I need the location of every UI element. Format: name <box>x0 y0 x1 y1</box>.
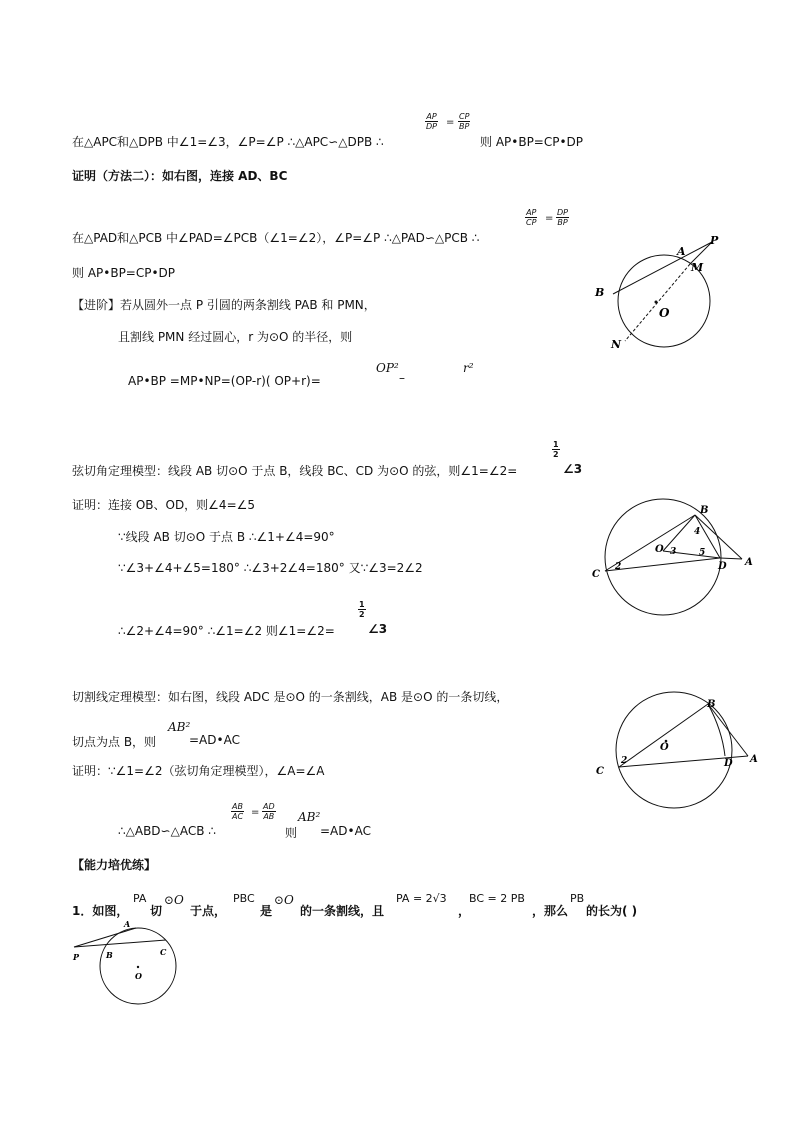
figure-secant-secant <box>585 228 730 358</box>
fraction-one-half: $\frac{1}{2}$ <box>359 600 365 619</box>
label-m: M <box>691 261 704 274</box>
label-o: O <box>135 971 142 981</box>
label-o: O <box>655 544 664 555</box>
figure-question-1 <box>66 918 186 1008</box>
ab-squared: AB² <box>168 720 191 734</box>
q1-pa: PA <box>133 892 147 905</box>
label-c: C <box>160 947 167 957</box>
text-line-15: 证明：∵∠1=∠2（弦切角定理模型），∠A=∠A <box>72 764 325 778</box>
label-d: D <box>724 758 733 769</box>
label-o: O <box>659 306 670 320</box>
text-line-14: 切点为点 B，则 <box>72 735 157 749</box>
angle-label-3: 3 <box>670 547 677 557</box>
r-squared: r² <box>463 361 474 375</box>
q1-circle-o: ⊙O <box>274 893 294 907</box>
text-line-7: AP•BP =MP•NP=(OP-r)( OP+r)= <box>128 374 321 388</box>
label-a: A <box>750 754 758 765</box>
angle-3: ∠3 <box>368 622 388 636</box>
label-b: B <box>106 950 113 960</box>
text-line-9: 证明：连接 OB、OD，则∠4=∠5 <box>72 498 256 512</box>
q1-text: ， <box>458 904 471 918</box>
label-p: P <box>73 952 80 962</box>
angle-label-2: 2 <box>615 562 622 572</box>
label-a: A <box>745 557 753 568</box>
angle-3: ∠3 <box>563 462 583 476</box>
figure-tangent-secant <box>590 690 765 815</box>
label-c: C <box>592 569 600 580</box>
q1-pb: PB <box>570 892 585 905</box>
q1-bc-equation: BC = 2 PB <box>469 892 525 905</box>
label-a: A <box>124 919 131 929</box>
text-line-16-end: =AD•AC <box>320 824 371 838</box>
minus-sign: – <box>399 371 405 385</box>
advanced-heading: 【进阶】若从圆外一点 P 引圆的两条割线 PAB 和 PMN， <box>72 298 376 312</box>
label-d: D <box>718 561 727 572</box>
q1-pa-equation: PA = 2√3 <box>396 892 447 905</box>
equals-sign: = <box>446 117 455 128</box>
tangent-secant-statement: 切割线定理模型：如右图，线段 ADC 是⊙O 的一条割线，AB 是⊙O 的一条切线， <box>72 690 509 704</box>
figure-tangent-chord <box>585 495 760 620</box>
angle-label-4: 4 <box>694 527 701 537</box>
q1-pbc: PBC <box>233 892 255 905</box>
text-line-6: 且割线 PMN 经过圆心，r 为⊙O 的半径，则 <box>118 330 353 344</box>
q1-text: 于点， <box>190 904 227 918</box>
equals-sign: = <box>545 213 554 224</box>
label-o: O <box>660 742 669 753</box>
label-b: B <box>700 505 709 516</box>
label-b: B <box>707 699 716 710</box>
label-b: B <box>595 286 605 299</box>
op-squared: OP² <box>376 361 399 375</box>
text-line-14-end: =AD•AC <box>189 733 240 747</box>
q1-number: 1．如图， <box>72 904 129 918</box>
angle-label-2: 2 <box>621 756 628 766</box>
ab-squared: AB² <box>298 810 321 824</box>
label-p: P <box>710 234 719 247</box>
label-c: C <box>596 766 604 777</box>
text-line-10: ∵线段 AB 切⊙O 于点 B ∴∠1+∠4=90° <box>118 530 335 544</box>
q1-text: 切 <box>150 904 163 918</box>
then-word: 则 <box>285 826 298 840</box>
angle-label-5: 5 <box>699 548 706 558</box>
fraction-cp-bp: $\frac{CP}{BP}$ <box>459 112 470 131</box>
label-n: N <box>611 338 622 351</box>
fraction-one-half: $\frac{1}{2}$ <box>553 440 559 459</box>
fraction-ap-cp: $\frac{AP}{CP}$ <box>526 208 537 227</box>
q1-circle-o: ⊙O <box>164 893 184 907</box>
text-line-1-end: 则 AP•BP=CP•DP <box>480 135 584 149</box>
text-line-1: 在△APC和△DPB 中∠1=∠3，∠P=∠P ∴△APC∽△DPB ∴ <box>72 135 384 149</box>
equals-sign: = <box>251 807 260 818</box>
practice-heading: 【能力培优练】 <box>72 858 157 872</box>
label-a: A <box>677 245 686 258</box>
tangent-chord-statement: 弦切角定理模型：线段 AB 切⊙O 于点 B，线段 BC、CD 为⊙O 的弦，则∠1=∠2= <box>72 464 518 478</box>
q1-text: 的长为( ) <box>586 904 638 918</box>
text-line-4: 则 AP•BP=CP•DP <box>72 266 176 280</box>
q1-text: ，那么 <box>532 904 569 918</box>
text-line-11: ∵∠3+∠4+∠5=180° ∴∠3+2∠4=180° 又∵∠3=2∠2 <box>118 561 423 575</box>
fraction-dp-bp: $\frac{DP}{BP}$ <box>557 208 568 227</box>
text-line-16: ∴△ABD∽△ACB ∴ <box>118 824 216 838</box>
text-line-12: ∴∠2+∠4=90° ∴∠1=∠2 则∠1=∠2= <box>118 624 335 638</box>
q1-text: 的一条割线，且 <box>300 904 385 918</box>
text-line-3: 在△PAD和△PCB 中∠PAD=∠PCB（∠1=∠2），∠P=∠P ∴△PAD∽△PCB ∴ <box>72 231 480 245</box>
q1-text: 是 <box>260 904 273 918</box>
proof-method-two: 证明（方法二）：如右图，连接 AD、BC <box>72 169 288 183</box>
fraction-ab-ac: $\frac{AB}{AC}$ <box>232 802 244 821</box>
fraction-ap-dp: $\frac{AP}{DP}$ <box>426 112 437 131</box>
fraction-ad-ab: $\frac{AD}{AB}$ <box>263 802 275 821</box>
